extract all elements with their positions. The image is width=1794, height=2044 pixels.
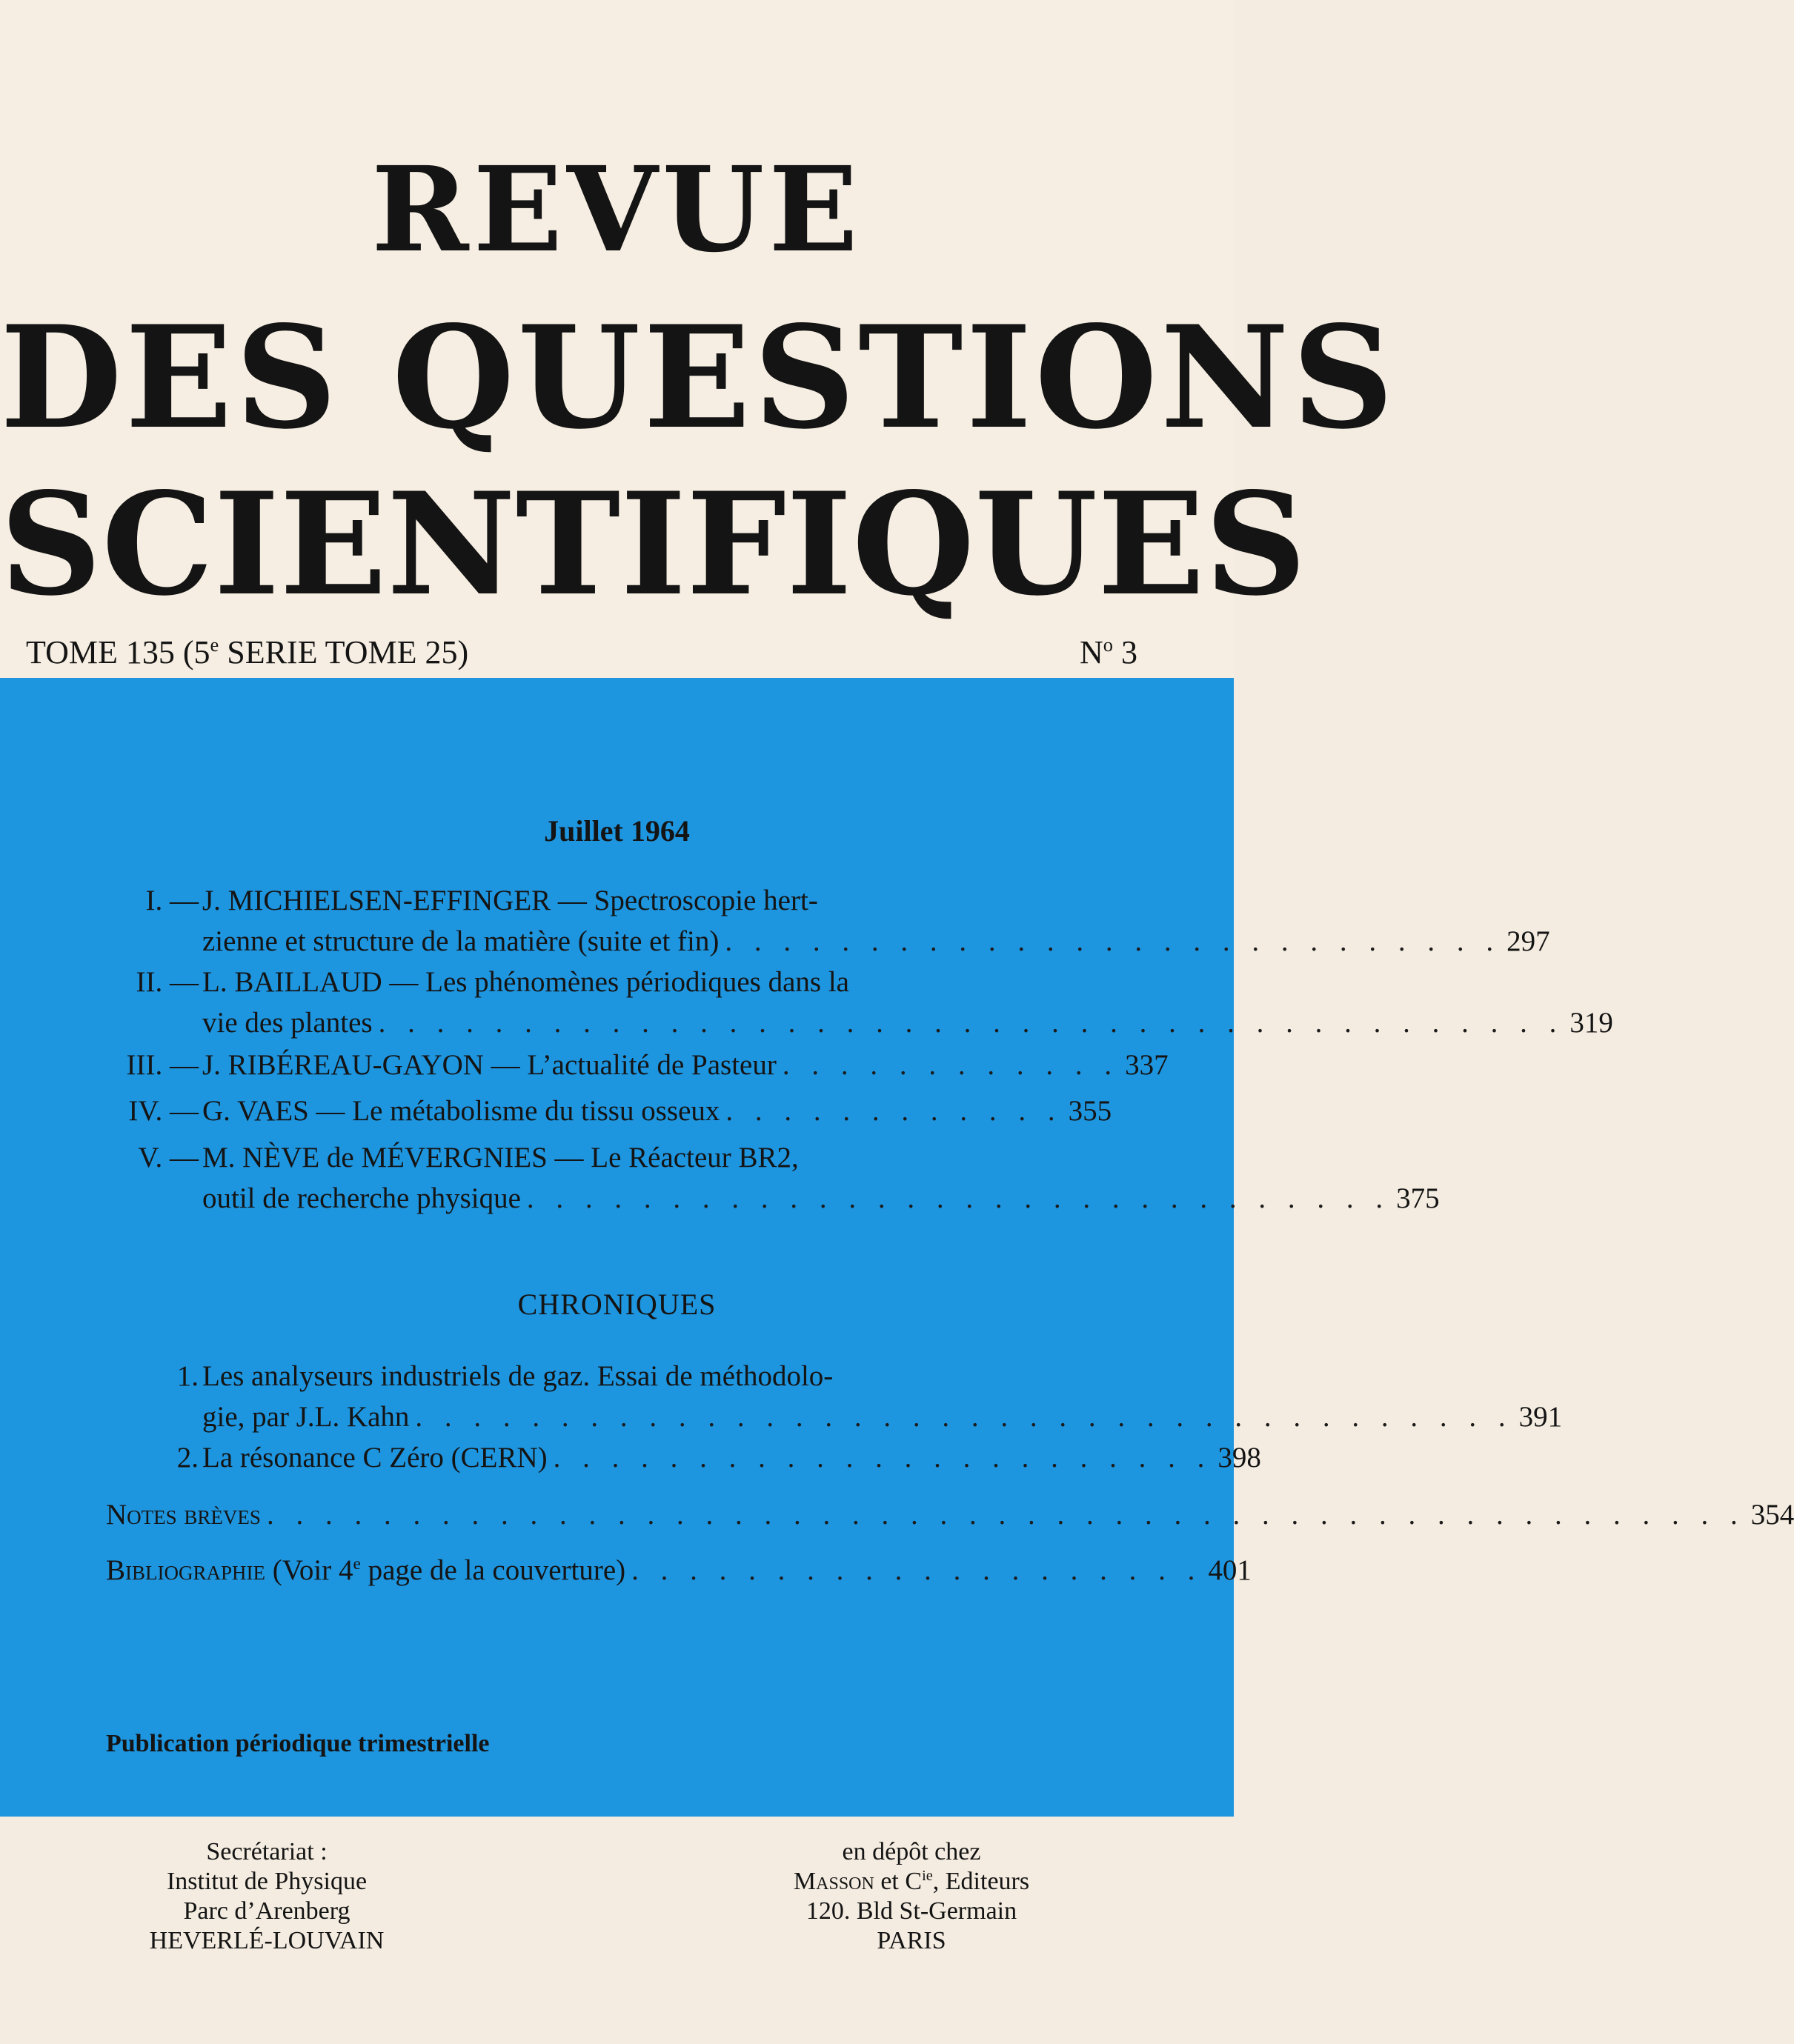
leader-dots: . . . . . . . . . . . . . . . . . . . . . . . . . . . . . . (526, 1182, 1391, 1214)
chronique-item-2 (104, 1437, 1261, 1478)
leader-dots: . . . . . . . . . . . . . . . . . . . . . . . . . . . . . . . . . . . . . . (415, 1401, 1513, 1433)
issue-number: $N^o$ 3 (1080, 633, 1137, 670)
page-number: 391 (1518, 1401, 1563, 1433)
chronique-title: Les analyseurs industriels de gaz. Essai de méthodolo- (202, 1360, 834, 1392)
page-number: 398 (1217, 1442, 1261, 1474)
leader-dots: . . . . . . . . . . . . (725, 1095, 1063, 1127)
tome-label: TOME 135 (5e SERIE TOME 25) (26, 633, 469, 670)
page-number: 401 (1208, 1554, 1252, 1586)
toc-article-2 (104, 962, 1613, 1043)
secretariat-address: Secrétariat : Institut de Physique Parc d’Arenberg HEVERLÉ-LOUVAIN (149, 1838, 385, 1954)
toc-article-5 (104, 1137, 1440, 1219)
toc-article-4 (104, 1091, 1112, 1131)
article-title-cont: zienne et structure de la matière (suite et fin) (202, 925, 720, 957)
toc-article-1 (104, 880, 1550, 962)
issue-month: Juillet 1964 (544, 814, 690, 848)
page-number: 297 (1506, 925, 1550, 957)
article-title: J. MICHIELSEN-EFFINGER — Spectroscopie hert- (202, 885, 818, 916)
notes-breves-entry (106, 1494, 1794, 1535)
page-number: 375 (1396, 1182, 1440, 1214)
leader-dots: . . . . . . . . . . . . (782, 1049, 1120, 1081)
article-number: III. — (126, 1049, 199, 1081)
article-number: V. — (138, 1142, 199, 1174)
cover-header (0, 0, 1397, 678)
leader-dots: . . . . . . . . . . . . . . . . . . . . . . . (553, 1442, 1212, 1474)
publication-frequency: Publication périodique trimestrielle (106, 1730, 490, 1757)
article-title-cont: outil de recherche physique (202, 1182, 521, 1214)
publisher-address: en dépôt chez Masson et $C^{ie}$, Editeurs 120. Bld St-Germain PARIS (793, 1838, 1030, 1954)
notes-breves-label: Notes brèves (106, 1499, 261, 1531)
page-number: 319 (1569, 1007, 1613, 1039)
contents-panel (0, 678, 1234, 1817)
leader-dots: . . . . . . . . . . . . . . . . . . . . . . . . . . . . . . . . . . . . . . . . . (378, 1007, 1564, 1039)
leader-dots: . . . . . . . . . . . . . . . . . . . . . . . . . . . (725, 925, 1501, 957)
leader-dots: . . . . . . . . . . . . . . . . . . . . (631, 1554, 1203, 1586)
article-number: IV. — (128, 1095, 199, 1127)
article-number: I. — (145, 885, 199, 916)
title-line-2: DES QUESTIONS (0, 295, 1397, 460)
bibliographie-entry: Bibliographie (Voir 4e page de la couverture) . . . . . . . . . . . . . . . . . . . . 401 (106, 1550, 1060, 1591)
title-line-1: REVUE (371, 142, 863, 279)
page-number: 337 (1125, 1049, 1169, 1081)
chronique-number: 2. (176, 1442, 199, 1474)
chronique-number: 1. (176, 1360, 199, 1392)
chronique-title: La résonance C Zéro (CERN) (202, 1442, 548, 1474)
article-title: M. NÈVE de MÉVERGNIES — Le Réacteur BR2, (202, 1142, 799, 1174)
leader-dots: . . . . . . . . . . . . . . . . . . . . . . . . . . . . . . . . . . . . . . . . . . . . . . . . . . . (266, 1499, 1745, 1531)
article-title: G. VAES — Le métabolisme du tissu osseux (202, 1095, 720, 1127)
chroniques-heading: CHRONIQUES (517, 1288, 717, 1321)
chronique-title-cont: gie, par J.L. Kahn (202, 1401, 410, 1433)
page-number: 354 (1750, 1499, 1794, 1531)
page-number: 355 (1068, 1095, 1112, 1127)
article-number: II. — (136, 966, 199, 998)
title-line-3: SCIENTIFIQUES (0, 462, 1307, 627)
article-title: J. RIBÉREAU-GAYON — L’actualité de Pasteur (202, 1049, 777, 1081)
bibliographie-label: Bibliographie (106, 1554, 265, 1586)
toc-article-3 (104, 1045, 1169, 1085)
article-title: L. BAILLAUD — Les phénomènes périodiques dans la (202, 966, 849, 998)
chronique-item-1 (104, 1356, 1563, 1437)
article-title-cont: vie des plantes (202, 1007, 373, 1039)
